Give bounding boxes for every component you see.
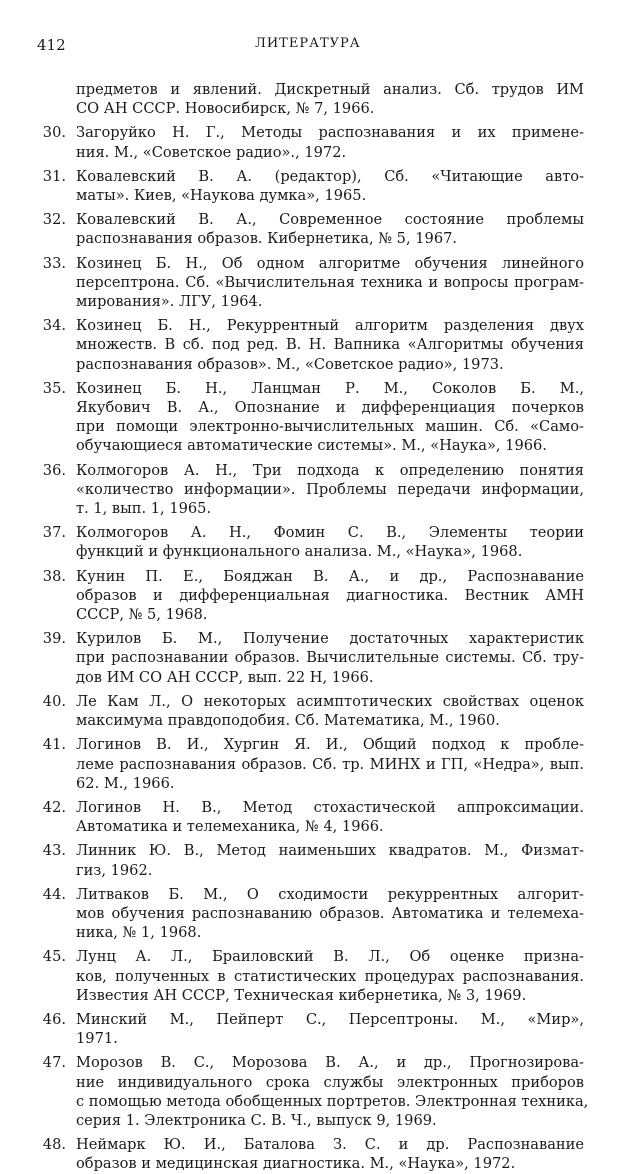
reference-text: [76, 692, 584, 730]
reference-number: 45.: [42, 948, 66, 966]
reference-line: 62. М., 1966.: [76, 774, 175, 792]
reference-line: мов обучения распознаванию образов. Автоматика и телемеха-: [76, 904, 584, 922]
reference-number: 42.: [42, 798, 66, 816]
reference-entry: [0, 885, 620, 943]
reference-line: максимума правдоподобия. Сб. Математика, М., 1960.: [76, 712, 500, 730]
reference-number: 32.: [42, 211, 66, 229]
reference-line: Козинец Б. Н., Об одном алгоритме обучения линейного: [76, 254, 584, 272]
reference-entry: [0, 167, 620, 205]
reference-line: СО АН СССР. Новосибирск, № 7, 1966.: [76, 100, 375, 118]
reference-text: [76, 735, 584, 793]
reference-line: Известия АН СССР, Техническая кибернетика, № 3, 1969.: [76, 986, 527, 1004]
reference-line: Линник Ю. В., Метод наименьших квадратов. М., Физмат-: [76, 842, 584, 860]
reference-number: 40.: [42, 692, 66, 710]
reference-text: [76, 210, 584, 248]
reference-text: [76, 523, 584, 561]
reference-number: 33.: [42, 254, 66, 272]
reference-line: предметов и явлений. Дискретный анализ. Сб. трудов ИМ: [76, 81, 584, 98]
reference-text: [76, 316, 584, 374]
reference-number: 37.: [42, 524, 66, 542]
reference-line: Козинец Б. Н., Рекуррентный алгоритм разделения двух: [76, 317, 584, 335]
reference-line: ков, полученных в статистических процедурах распознавания.: [76, 967, 584, 985]
reference-line: 1971.: [76, 1030, 118, 1048]
reference-line: Ле Кам Л., О некоторых асимптотических свойствах оценок: [76, 692, 584, 710]
reference-line: Якубович В. А., Опознание и дифференциация почерков: [76, 399, 584, 417]
reference-entry: [0, 316, 620, 374]
reference-entry: [0, 692, 620, 730]
reference-number: 47.: [42, 1054, 66, 1072]
reference-line: Логинов В. И., Хургин Я. И., Общий подход к пробле-: [76, 736, 584, 754]
reference-entry: [0, 1010, 620, 1048]
reference-line: функций и функционального анализа. М., «Наука», 1968.: [76, 543, 523, 561]
reference-line: Ковалевский В. А., Современное состояние проблемы: [76, 211, 584, 229]
reference-entry: [0, 798, 620, 836]
reference-line: распознавания образов». М., «Советское радио», 1973.: [76, 355, 504, 373]
reference-text: [76, 167, 584, 205]
reference-line: Ковалевский В. А. (редактор), Сб. «Читающие авто-: [76, 167, 584, 185]
reference-number: 36.: [42, 461, 66, 479]
reference-number: 34.: [42, 317, 66, 335]
reference-line: ника, № 1, 1968.: [76, 924, 202, 942]
reference-line: Автоматика и телемеханика, № 4, 1966.: [76, 818, 384, 836]
reference-entry: [0, 1135, 620, 1173]
reference-line: образов и дифференциальная диагностика. Вестник АМН: [76, 586, 584, 604]
reference-text: [76, 798, 584, 836]
reference-entry: [0, 523, 620, 561]
reference-entry: [0, 123, 620, 161]
reference-line: маты». Киев, «Наукова думка», 1965.: [76, 187, 367, 205]
reference-line: Курилов Б. М., Получение достаточных характеристик: [76, 630, 584, 648]
reference-line: т. 1, вып. 1, 1965.: [76, 500, 212, 518]
reference-number: 38.: [42, 567, 66, 585]
reference-entry: [0, 841, 620, 879]
reference-line: Минский М., Пейперт С., Персептроны. М., «Мир»,: [76, 1010, 584, 1028]
reference-line: Козинец Б. Н., Ланцман Р. М., Соколов Б. М.,: [76, 379, 584, 397]
reference-entry: [0, 629, 620, 687]
reference-text: [76, 461, 584, 519]
reference-number: 35.: [42, 379, 66, 397]
reference-list: [0, 80, 620, 1174]
reference-line: множеств. В сб. под ред. В. Н. Вапника «Алгоритмы обучения: [76, 336, 584, 354]
reference-line: Неймарк Ю. И., Баталова З. С. и др. Распознавание: [76, 1136, 584, 1154]
reference-line: Колмогоров А. Н., Фомин С. В., Элементы теории: [76, 524, 584, 542]
reference-line: серия 1. Электроника С. В. Ч., выпуск 9, 1969.: [76, 1111, 437, 1129]
reference-line: ния. М., «Советское радио»., 1972.: [76, 143, 347, 161]
reference-text: [76, 254, 584, 312]
reference-text: [76, 1053, 589, 1130]
reference-entry: [0, 210, 620, 248]
reference-number: 48.: [42, 1136, 66, 1154]
reference-line: обучающиеся автоматические системы». М., «Наука», 1966.: [76, 437, 547, 455]
reference-number: 31.: [42, 167, 66, 185]
reference-number: 46.: [42, 1010, 66, 1028]
reference-number: 30.: [42, 124, 66, 142]
reference-number: 43.: [42, 842, 66, 860]
page-number: 412: [37, 36, 66, 54]
reference-line: персептрона. Сб. «Вычислительная техника и вопросы програм-: [76, 273, 584, 291]
reference-text: [76, 885, 584, 943]
reference-line: образов и медицинская диагностика. М., «Наука», 1972.: [76, 1155, 516, 1173]
reference-entry: [0, 379, 620, 456]
reference-line: Логинов Н. В., Метод стохастической аппроксимации.: [76, 798, 584, 816]
reference-line: Литваков Б. М., О сходимости рекуррентных алгорит-: [76, 885, 584, 903]
reference-text: [76, 1010, 584, 1048]
reference-entry: [0, 80, 620, 118]
reference-line: леме распознавания образов. Сб. тр. МИНХ и ГП, «Недра», вып.: [76, 755, 584, 773]
reference-line: дов ИМ СО АН СССР, вып. 22 Н, 1966.: [76, 668, 374, 686]
reference-text: [76, 841, 584, 879]
reference-text: [76, 80, 584, 118]
reference-line: Морозов В. С., Морозова В. А., и др., Прогнозирова-: [76, 1054, 584, 1072]
running-head: ЛИТЕРАТУРА: [255, 36, 361, 51]
reference-entry: [0, 1053, 620, 1130]
reference-number: 39.: [42, 630, 66, 648]
reference-text: [76, 1135, 584, 1173]
reference-text: [76, 947, 584, 1005]
reference-line: Колмогоров А. Н., Три подхода к определению понятия: [76, 461, 584, 479]
reference-number: 44.: [42, 885, 66, 903]
reference-line: «количество информации». Проблемы передачи информации,: [76, 480, 584, 498]
reference-line: Лунц А. Л., Браиловский В. Л., Об оценке призна-: [76, 948, 584, 966]
reference-number: 41.: [42, 736, 66, 754]
reference-line: распознавания образов. Кибернетика, № 5, 1967.: [76, 230, 458, 248]
reference-line: с помощью метода обобщенных портретов. Электронная техника,: [76, 1092, 589, 1110]
reference-text: [76, 123, 584, 161]
reference-line: при распознавании образов. Вычислительные системы. Сб. тру-: [76, 649, 584, 667]
reference-entry: [0, 735, 620, 793]
reference-entry: [0, 461, 620, 519]
reference-entry: [0, 947, 620, 1005]
reference-line: Кунин П. Е., Бояджан В. А., и др., Распознавание: [76, 567, 584, 585]
reference-entry: [0, 567, 620, 625]
reference-text: [76, 567, 584, 625]
reference-text: [76, 629, 584, 687]
reference-text: [76, 379, 584, 456]
reference-line: при помощи электронно-вычислительных машин. Сб. «Само-: [76, 418, 584, 436]
reference-line: мирования». ЛГУ, 1964.: [76, 293, 263, 311]
reference-line: СССР, № 5, 1968.: [76, 606, 208, 624]
reference-line: гиз, 1962.: [76, 861, 153, 879]
reference-entry: [0, 254, 620, 312]
reference-line: ние индивидуального срока службы электронных приборов: [76, 1073, 584, 1091]
reference-line: Загоруйко Н. Г., Методы распознавания и их примене-: [76, 124, 584, 142]
